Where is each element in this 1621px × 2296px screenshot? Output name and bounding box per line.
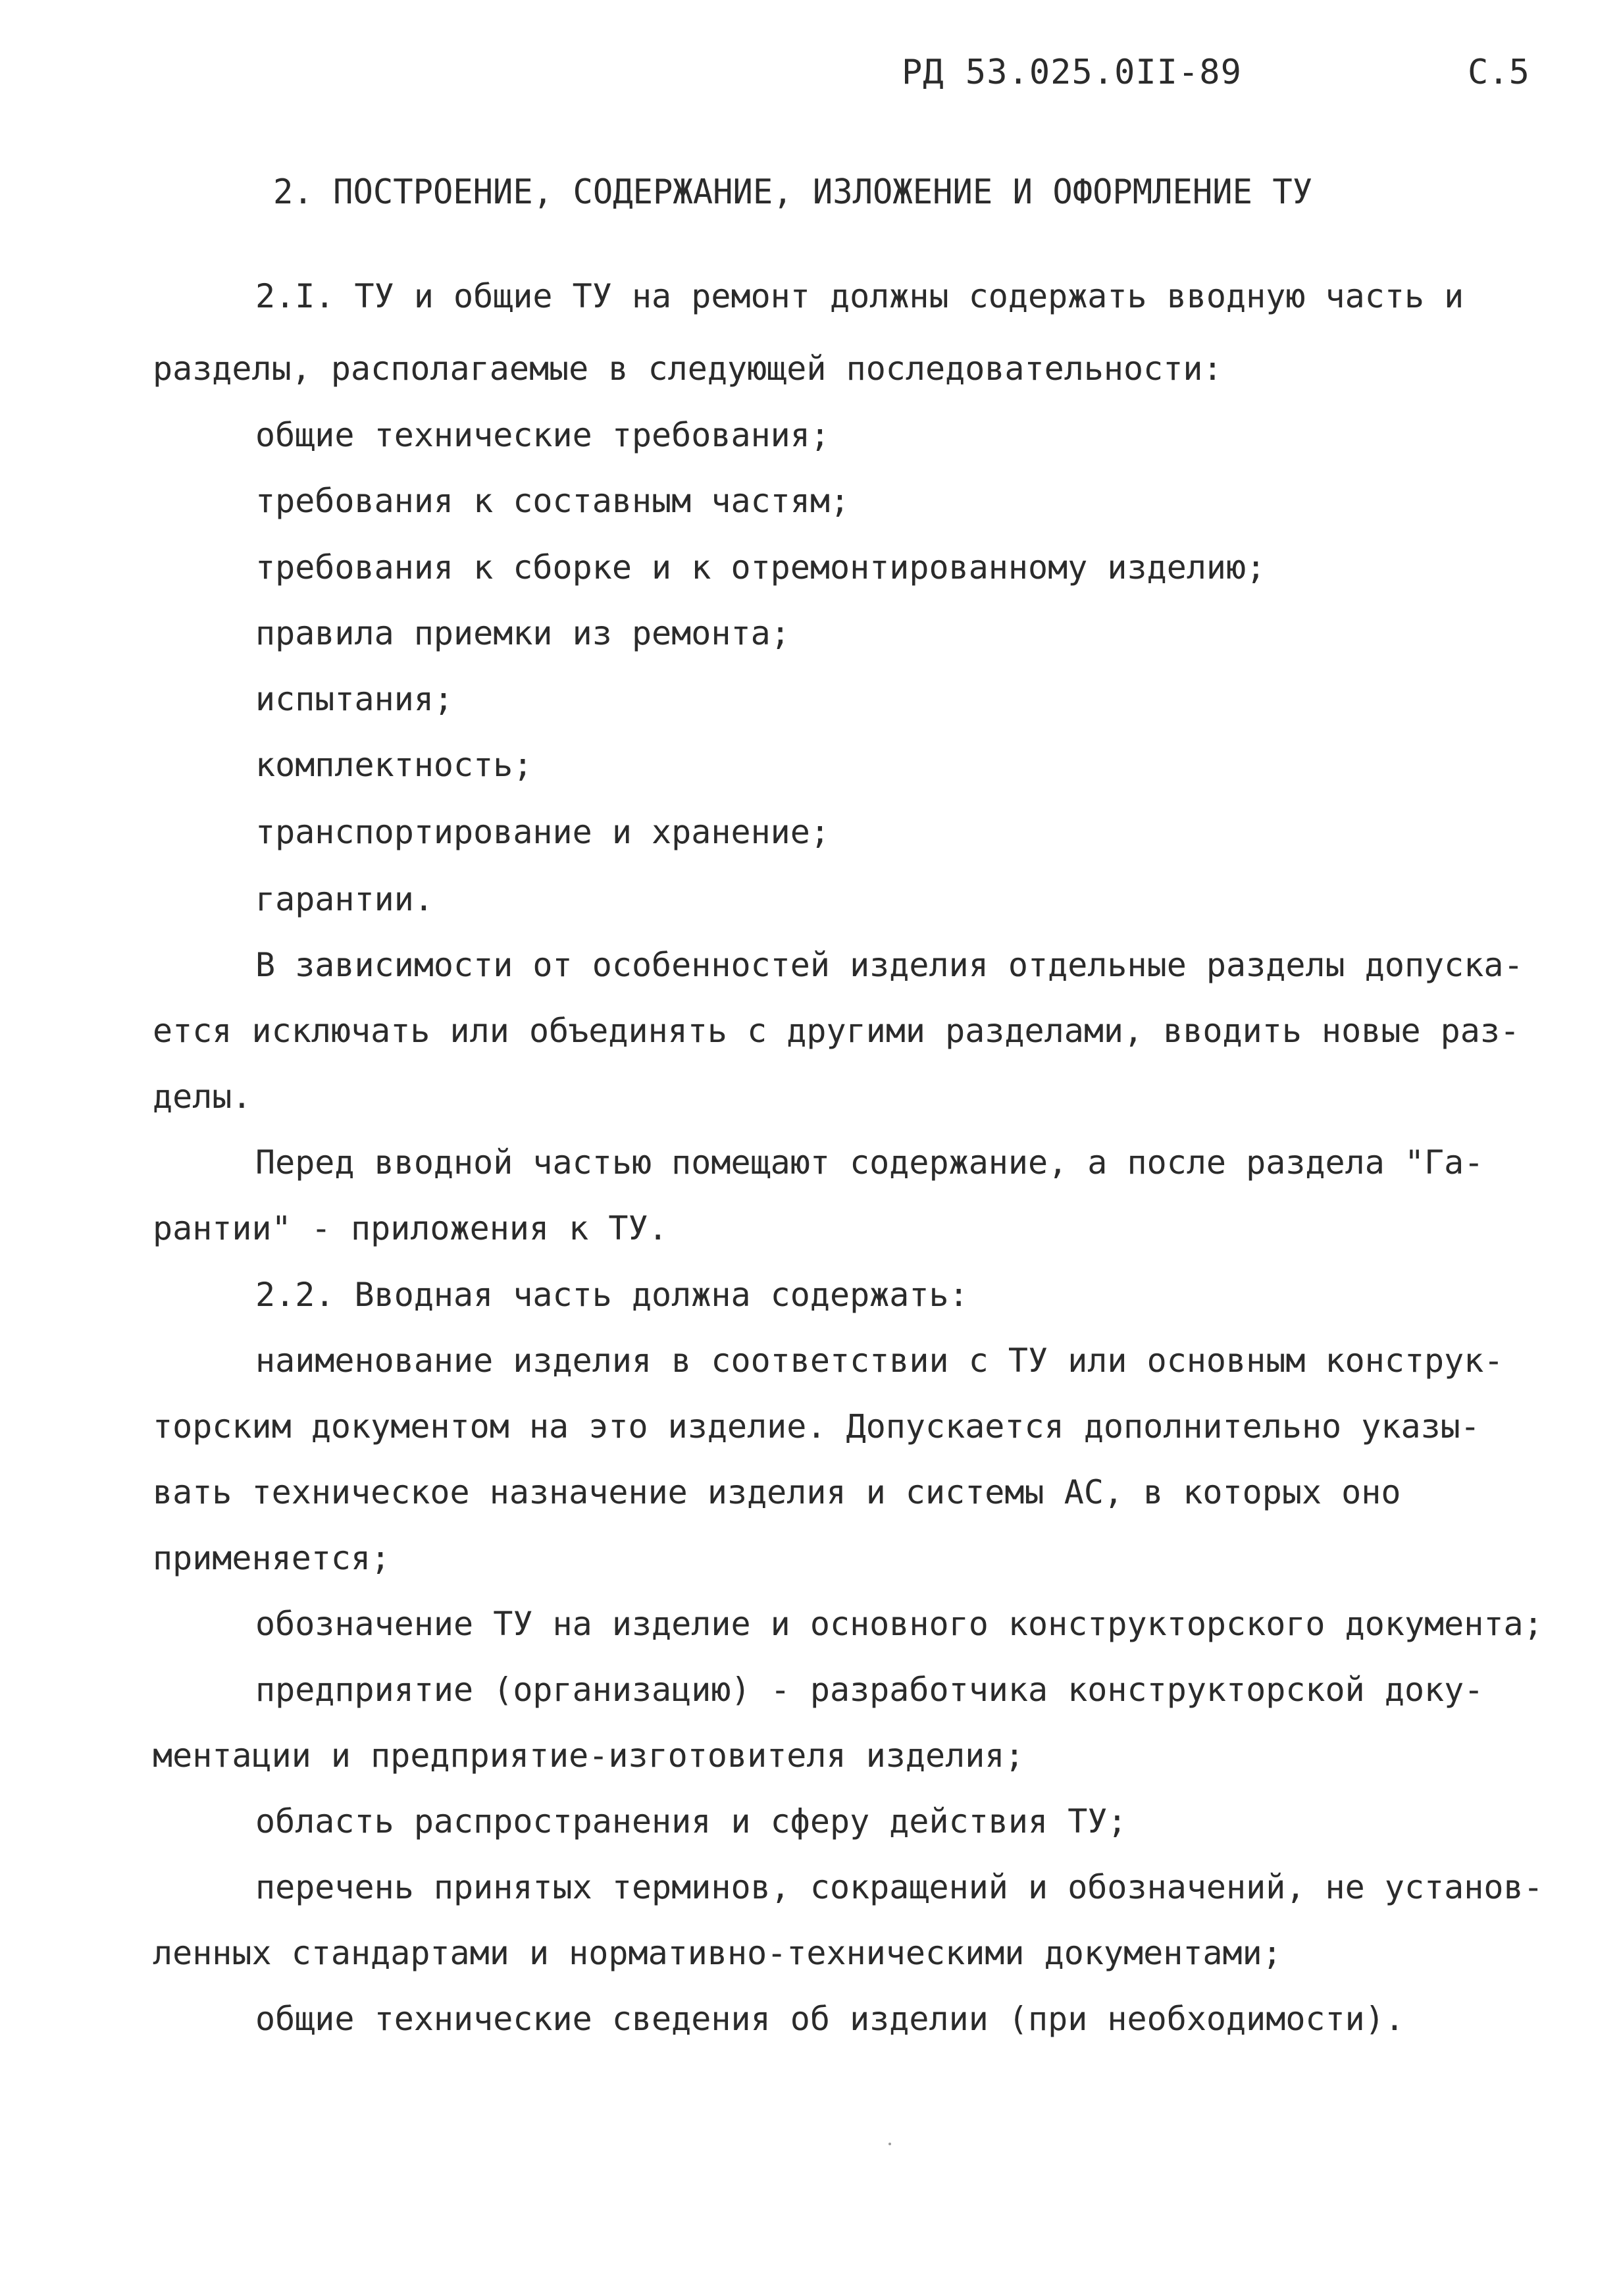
list-item: требования к составным частям; bbox=[255, 482, 850, 520]
text-line: 2.2. Вводная часть должна содержать: bbox=[255, 1276, 969, 1314]
text-line: разделы, располагаемые в следующей последовательности: bbox=[153, 350, 1223, 388]
text-line: Перед вводной частью помещают содержание, а после раздела "Га- bbox=[255, 1143, 1484, 1182]
list-item: испытания; bbox=[255, 680, 454, 718]
text-line: ленных стандартами и нормативно-техническими документами; bbox=[153, 1934, 1282, 1972]
text-line: предприятие (организацию) - разработчика конструкторской доку- bbox=[255, 1671, 1484, 1709]
text-line: вать техническое назначение изделия и системы АС, в которых оно bbox=[153, 1473, 1401, 1511]
list-item: гарантии. bbox=[255, 880, 434, 918]
page-number: С.5 bbox=[1468, 53, 1530, 92]
text-line: В зависимости от особенностей изделия отдельные разделы допуска- bbox=[255, 946, 1524, 984]
list-item: транспортирование и хранение; bbox=[255, 813, 830, 851]
list-item: общие технические требования; bbox=[255, 416, 830, 454]
text-line: применяется; bbox=[153, 1539, 391, 1577]
scan-dot bbox=[888, 2143, 891, 2145]
text-line: рантии" - приложения к ТУ. bbox=[153, 1209, 668, 1247]
text-line: 2.I. ТУ и общие ТУ на ремонт должны содержать вводную часть и bbox=[255, 277, 1464, 315]
text-line: делы. bbox=[153, 1078, 252, 1116]
list-item: требования к сборке и к отремонтированному изделию; bbox=[255, 548, 1266, 587]
text-line: область распространения и сферу действия ТУ; bbox=[255, 1802, 1127, 1840]
text-line: обозначение ТУ на изделие и основного конструкторского документа; bbox=[255, 1605, 1543, 1643]
text-line: ментации и предприятие-изготовителя изделия; bbox=[153, 1736, 1025, 1775]
text-line: ется исключать или объединять с другими разделами, вводить новые раз- bbox=[153, 1012, 1520, 1050]
section-title: 2. ПОСТРОЕНИЕ, СОДЕРЖАНИЕ, ИЗЛОЖЕНИЕ И ОФОРМЛЕНИЕ ТУ bbox=[273, 172, 1313, 212]
text-line: общие технические сведения об изделии (при необходимости). bbox=[255, 2000, 1404, 2038]
text-line: перечень принятых терминов, сокращений и обозначений, не установ- bbox=[255, 1868, 1543, 1906]
list-item: комплектность; bbox=[255, 746, 533, 784]
list-item: правила приемки из ремонта; bbox=[255, 614, 790, 652]
text-line: торским документом на это изделие. Допускается дополнительно указы- bbox=[153, 1407, 1480, 1446]
document-code: РД 53.025.0II-89 bbox=[902, 53, 1242, 92]
text-line: наименование изделия в соответствии с ТУ или основным конструк- bbox=[255, 1342, 1504, 1380]
